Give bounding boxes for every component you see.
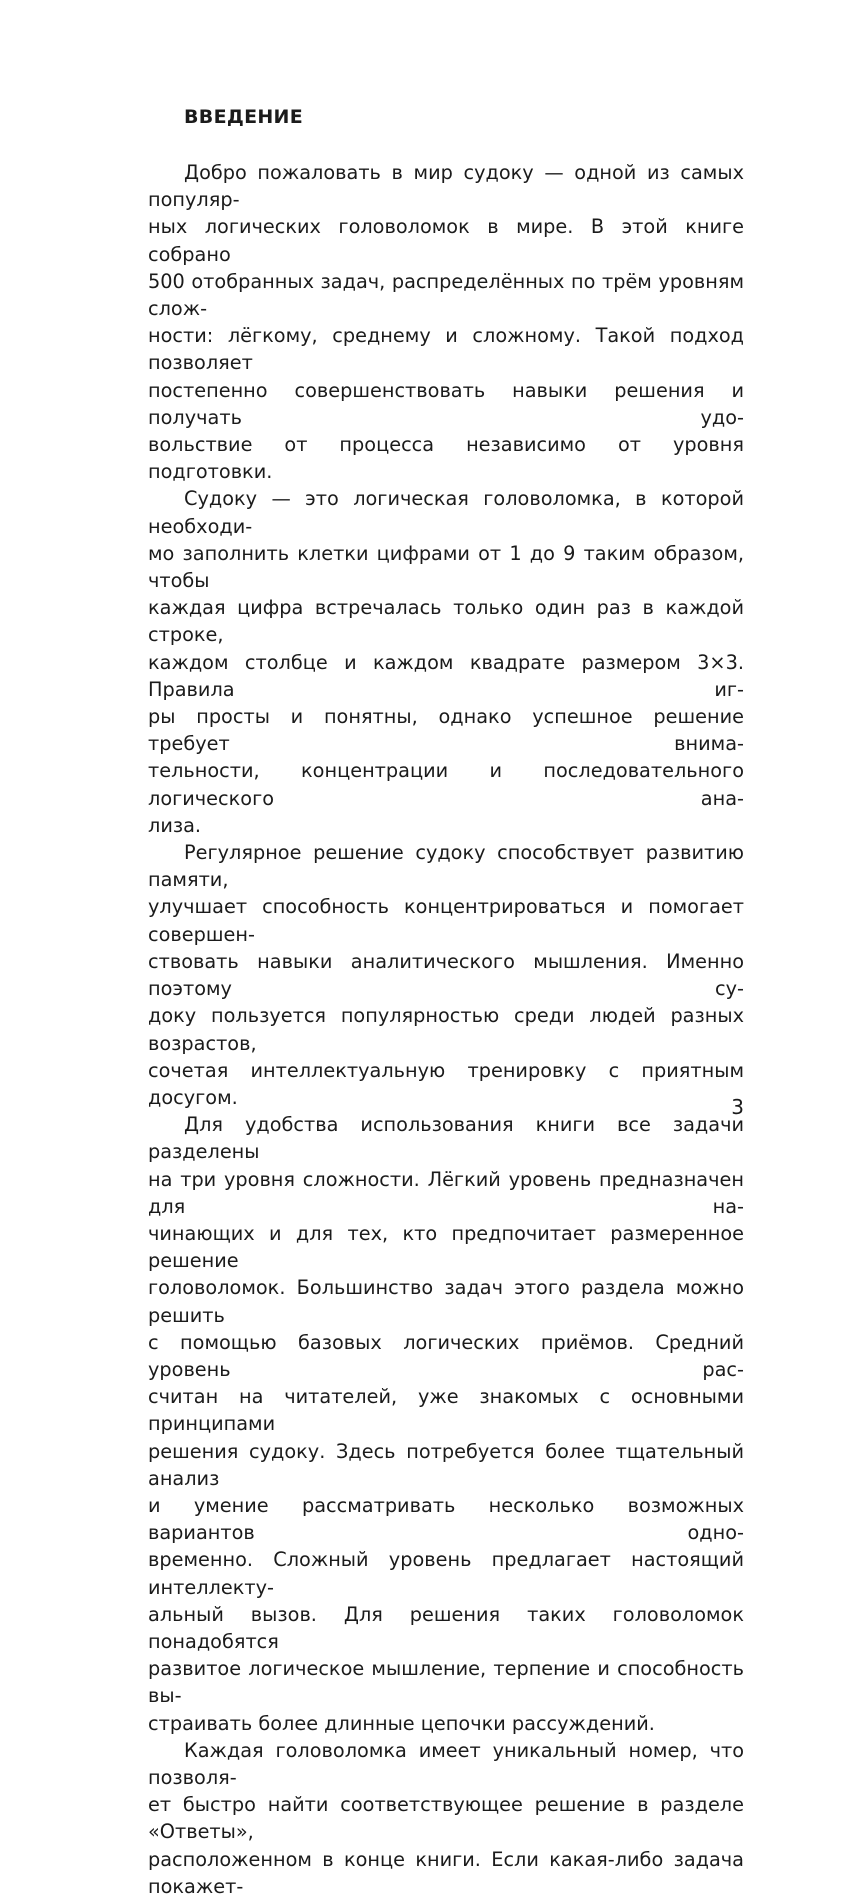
text-line: лиза. [148,813,202,837]
text-line: чинающих и для тех, кто предпочитает размеренное решение [148,1221,744,1273]
page-number: 3 [731,1095,744,1119]
text-line: Каждая головоломка имеет уникальный номер, что позволя- [148,1738,744,1789]
paragraph [148,485,744,839]
text-line: тельности, концентрации и последовательного логического ана- [148,759,744,810]
paragraph [148,839,744,1111]
text-line: мо заполнить клетки цифрами от 1 до 9 таким образом, чтобы [148,541,744,593]
text-line: страивать более длинные цепочки рассуждений. [148,1711,655,1735]
paragraph [148,159,744,485]
text-line: доку пользуется популярностью среди людей разных возрастов, [148,1004,744,1055]
text-line: на три уровня сложности. Лёгкий уровень предназначен для на- [148,1167,744,1218]
paragraph [148,1737,744,1900]
text-line: головоломок. Большинство задач этого раздела можно решить [148,1276,744,1327]
text-line: ных логических головоломок в мире. В этой книге собрано [148,215,744,266]
text-line: ности: лёгкому, среднему и сложному. Такой подход позволяет [148,324,744,375]
text-line: ры просты и понятны, однако успешное решение требует внима- [148,705,744,756]
section-heading: ВВЕДЕНИЕ [184,106,304,128]
text-line: Добро пожаловать в мир судоку — одной из самых популяр- [148,161,744,212]
text-line: временно. Сложный уровень предлагает настоящий интеллекту- [148,1548,744,1599]
text-line: сочетая интеллектуальную тренировку с приятным досугом. [148,1058,744,1109]
text-line: Судоку — это логическая головоломка, в которой необходи- [148,487,744,538]
text-line: вольствие от процесса независимо от уровня подготовки. [148,433,744,484]
text-line: Для удобства использования книги все задачи разделены [148,1113,744,1164]
page-content [148,104,744,1900]
text-line: ствовать навыки аналитического мышления. Именно поэтому су- [148,949,744,1001]
text-line: улучшает способность концентрироваться и помогает совершен- [148,895,744,946]
text-line: ет быстро найти соответствующее решение в разделе «Ответы», [148,1793,744,1844]
text-line: Регулярное решение судоку способствует развитию памяти, [148,841,744,892]
text-line: и умение рассматривать несколько возможных вариантов одно- [148,1493,744,1545]
paragraph [148,1111,744,1737]
text-line: 500 отобранных задач, распределённых по трём уровням слож- [148,269,744,321]
text-line: развитое логическое мышление, терпение и способность вы- [148,1657,744,1708]
text-line: альный вызов. Для решения таких головоломок понадобятся [148,1602,744,1653]
text-line: постепенно совершенствовать навыки решения и получать удо- [148,378,744,429]
text-line: решения судоку. Здесь потребуется более тщательный анализ [148,1439,744,1490]
text-line: каждая цифра встречалась только один раз в каждой строке, [148,596,744,647]
text-line: считан на читателей, уже знакомых с основными принципами [148,1385,744,1436]
text-line: расположенном в конце книги. Если какая-либо задача покажет- [148,1847,744,1898]
text-line: с помощью базовых логических приёмов. Средний уровень рас- [148,1330,744,1381]
text-line: каждом столбце и каждом квадрате размером 3×3. Правила иг- [148,650,744,701]
